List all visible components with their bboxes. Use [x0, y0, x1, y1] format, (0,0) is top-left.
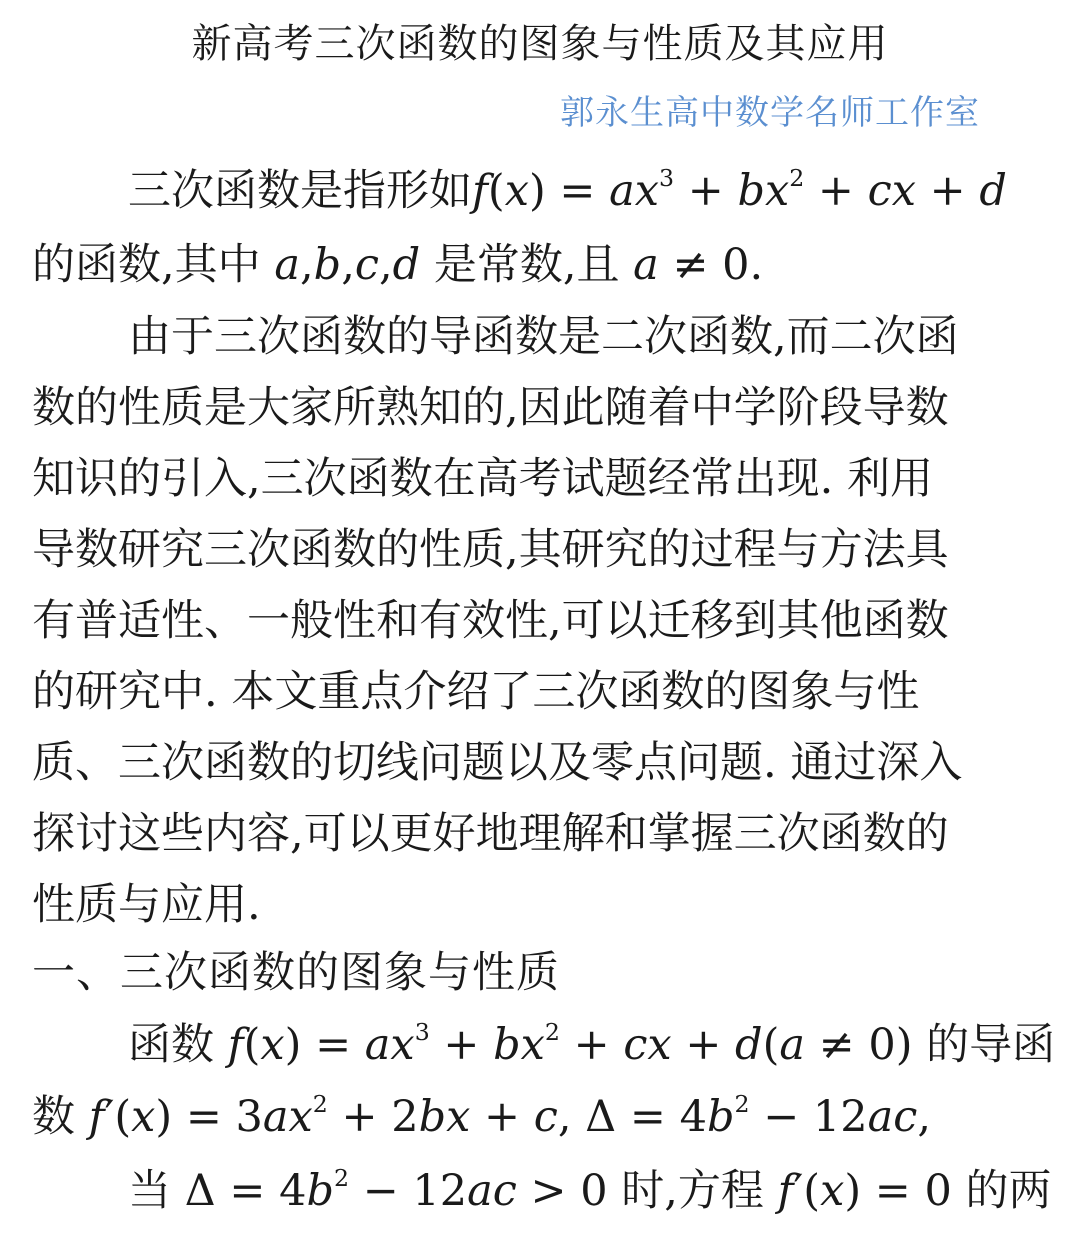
- paragraph-1-line-2: [32, 232, 1052, 298]
- text-fragment: 当: [128, 1166, 171, 1216]
- text-fragment: 的函数,其中: [32, 240, 261, 290]
- text-fragment: 时,方程: [621, 1166, 764, 1216]
- paragraph-2-line: 有普适性、一般性和有效性,可以迁移到其他函数: [32, 596, 949, 646]
- paragraph-2-line: 由于三次函数的导函数是二次函数,而二次函: [128, 312, 959, 362]
- text-fragment: 函数: [128, 1020, 214, 1070]
- text-fragment: 三次函数是指形如: [128, 166, 472, 216]
- text-fragment: 是常数,且: [433, 240, 620, 290]
- paragraph-2-line: 探讨这些内容,可以更好地理解和掌握三次函数的: [32, 809, 949, 859]
- paragraph-2-line: 性质与应用.: [32, 880, 261, 930]
- paragraph-2-line: 导数研究三次函数的性质,其研究的过程与方法具: [32, 525, 949, 575]
- paragraph-2-line: 质、三次函数的切线问题以及零点问题. 通过深入: [32, 738, 963, 788]
- page-title: 新高考三次函数的图象与性质及其应用: [191, 21, 889, 67]
- nonzero-formula: a ≠ 0.: [633, 240, 764, 290]
- paragraph-2-line: 数的性质是大家所熟知的,因此随着中学阶段导数: [32, 383, 949, 433]
- cubic-formula: $f(x) = ax^3 + bx^2$ + cx + d: [472, 164, 1007, 216]
- discriminant-formula: $\Delta = 4b^2 - 12ac > 0$: [171, 1164, 622, 1216]
- paragraph-1-line-1: [128, 158, 1052, 224]
- text-fragment: 数: [32, 1092, 75, 1142]
- equation-formula: f′(x) = 0: [777, 1166, 966, 1216]
- studio-watermark: 郭永生高中数学名师工作室: [560, 93, 980, 133]
- section-1-line-2: [32, 1084, 1052, 1150]
- text-fragment: 的导函: [926, 1020, 1056, 1070]
- paragraph-2-line: 知识的引入,三次函数在高考试题经常出现. 利用: [32, 454, 934, 504]
- section-1-line-3: [128, 1158, 1052, 1224]
- constants-formula: a,b,c,d: [274, 240, 421, 290]
- cubic-formula: $f(x) = ax^3 + bx^2$ + cx + d(a ≠ 0): [227, 1018, 927, 1070]
- section-1-line-1: [128, 1012, 1056, 1078]
- derivative-formula: $f'(x) = 3ax^2 + 2bx + c$, $\Delta = 4b^2 - 12ac$,: [88, 1090, 932, 1142]
- text-fragment: 的两: [965, 1166, 1052, 1216]
- paragraph-2-line: 的研究中. 本文重点介绍了三次函数的图象与性: [32, 667, 920, 717]
- section-heading: 一、三次函数的图象与性质: [32, 948, 560, 998]
